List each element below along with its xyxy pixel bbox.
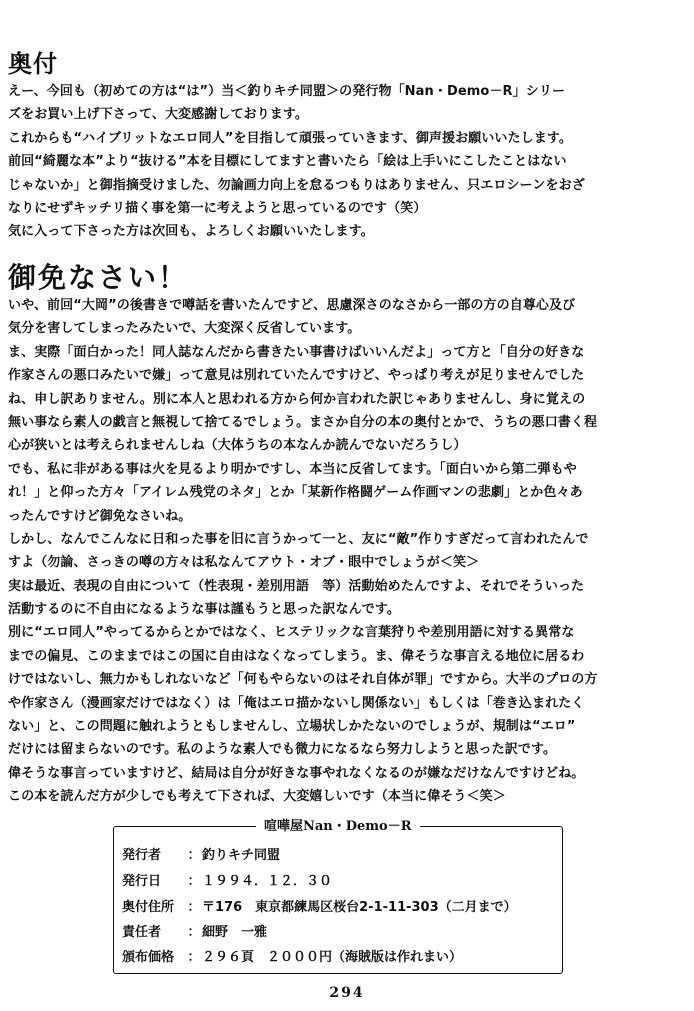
colophon-box [113, 819, 563, 974]
text-line: れ！」と仰った方々「アイレム残党のネタ」とか「某新作格闘ゲーム作画マンの悲劇」とか色々あ [8, 485, 583, 501]
row-separator: ： [187, 848, 201, 863]
text-line: 実は最近、表現の自由について（性表現・差別用語 等）活動始めたんですよ、それでそういった [8, 578, 585, 594]
text-line: だけには留まらないのです。私のような素人でも微力になるなら努力しようと思った訳です。 [8, 742, 557, 758]
text-line: や作家さん（漫画家だけではなく）は「俺はエロ描かないし関係ない」もしくは「巻き込まれたく [8, 695, 585, 711]
text-line: までの偏見、このままではこの国に自由はなくなってしまう。ま、偉そうな事言える地位に居るわ [8, 648, 585, 664]
text-line: 気分を害してしまったみたいで、大変深く反省しています。 [8, 321, 361, 337]
text-line: 無い事なら素人の戯言と無視して捨てるでしょう。まさか自分の本の奥付とかで、うちの悪口書く程 [8, 414, 598, 430]
address-row [122, 895, 517, 920]
row-value: １９９４．１２．３０ [202, 874, 333, 889]
text-line: ったんですけど御免なさいね。 [8, 508, 192, 524]
price-row [122, 945, 462, 970]
row-key: 責任者 [122, 925, 162, 940]
text-line: ない」と、この問題に触れようともしませんし、立場状しかたないのでしょうが、規制は“エロ” [8, 719, 576, 735]
row-value: 〒176 東京都練馬区桜台2-1-11-303（二月まで） [202, 900, 517, 915]
text-line: ズをお買い上げ下さって、大変感謝しております。 [8, 107, 309, 123]
text-line: しかし、なんでこんなに日和った事を旧に言うかって一と、友に“敵”作りすぎだって言われたんで [8, 531, 589, 547]
text-line: 偉そうな事言っていますけど、結局は自分が好きな事やれなくなるのが嫌なだけなんですけどね。 [8, 765, 585, 781]
page-number: 294 [329, 985, 365, 1001]
issue-date-row [122, 869, 332, 894]
text-line: ね、申し訳ありません。別に本人と思われる方から何か言われた訳じゃありませんし、身に覚えの [8, 391, 586, 407]
row-value: ２９６頁 ２０００円（海賊版は作れまい） [202, 950, 463, 965]
colophon-paragraph [8, 80, 688, 244]
row-separator: ： [187, 950, 201, 965]
text-line: 気に入って下さった方は次回も、よろしくお願いいたします。 [8, 224, 374, 240]
editor-row [122, 920, 267, 945]
apology-paragraph [8, 294, 688, 809]
row-separator: ： [187, 900, 201, 915]
text-line: 別に“エロ同人”やってるからとかではなく、ヒステリックな言葉狩りや差別用語に対する異常な [8, 625, 575, 641]
row-separator: ： [187, 925, 201, 940]
row-key: 発行日 [122, 874, 162, 889]
row-value: 釣りキチ同盟 [202, 848, 281, 863]
text-line: えー、今回も（初めての方は“は”）当＜釣りキチ同盟＞の発行物「Nan・Demo－R」シリー [8, 84, 566, 99]
row-key: 奥付住所 [122, 900, 175, 915]
text-line: すよ（勿論、さっきの噂の方々は私なんてアウト・オブ・眼中でしょうが＜笑＞ [8, 555, 480, 571]
text-line: 前回“綺麗な本”より“抜ける”本を目標にしてますと書いたら「絵は上手いにこしたことはない [8, 154, 567, 170]
row-value: 細野 一雅 [202, 925, 268, 940]
text-line: 心が狭いとは考えられませんしね（大体うちの本なんか読んでないだろうし） [8, 438, 467, 454]
apology-heading: 御免なさい！ [8, 261, 189, 294]
text-line: なりにせずキッチリ描く事を第一に考えようと思っているのです（笑） [8, 200, 427, 216]
text-line: この本を読んだ方が少しでも考えて下されば、大変嬉しいです（本当に偉そう＜笑＞ [8, 789, 506, 805]
text-line: でも、私に非がある事は火を見るより明かですし、本当に反省してます。「面白いから第二弾もや [8, 461, 577, 477]
row-key: 頒布価格 [122, 950, 175, 965]
publisher-row [122, 843, 280, 868]
text-line: 活動するのに不自由になるような事は謹もうと思った訳なんです。 [8, 602, 400, 618]
text-line: 作家さんの悪口みたいで嫌」って意見は別れていたんですけど、やっぱり考えが足りませんでした [8, 368, 585, 384]
row-separator: ： [187, 874, 201, 889]
colophon-box-title: 喧嘩屋Nan・Demo－R [256, 817, 420, 837]
colophon-heading: 奥付 [8, 49, 58, 78]
text-line: これからも“ハイブリットなエロ同人”を目指して頑張っていきます、御声援お願いいたします。 [8, 130, 572, 146]
row-key: 発行者 [122, 848, 162, 863]
text-line: いや、前回“大岡”の後書きで噂話を書いたんですど、思慮深さのなさから一部の方の自尊心及び [8, 298, 576, 313]
text-line: じゃないか」と御指摘受けました、勿論画力向上を怠るつもりはありません、只エロシーンをおざ [8, 177, 585, 193]
text-line: けではないし、無力かもしれないなど「何もやらないのはそれ自体が罪」ですから。大半のプロの方 [8, 672, 598, 688]
text-line: ま、実際「面白かった！同人誌なんだから書きたい事書けばいいんだよ」って方と「自分の好きな [8, 344, 585, 360]
